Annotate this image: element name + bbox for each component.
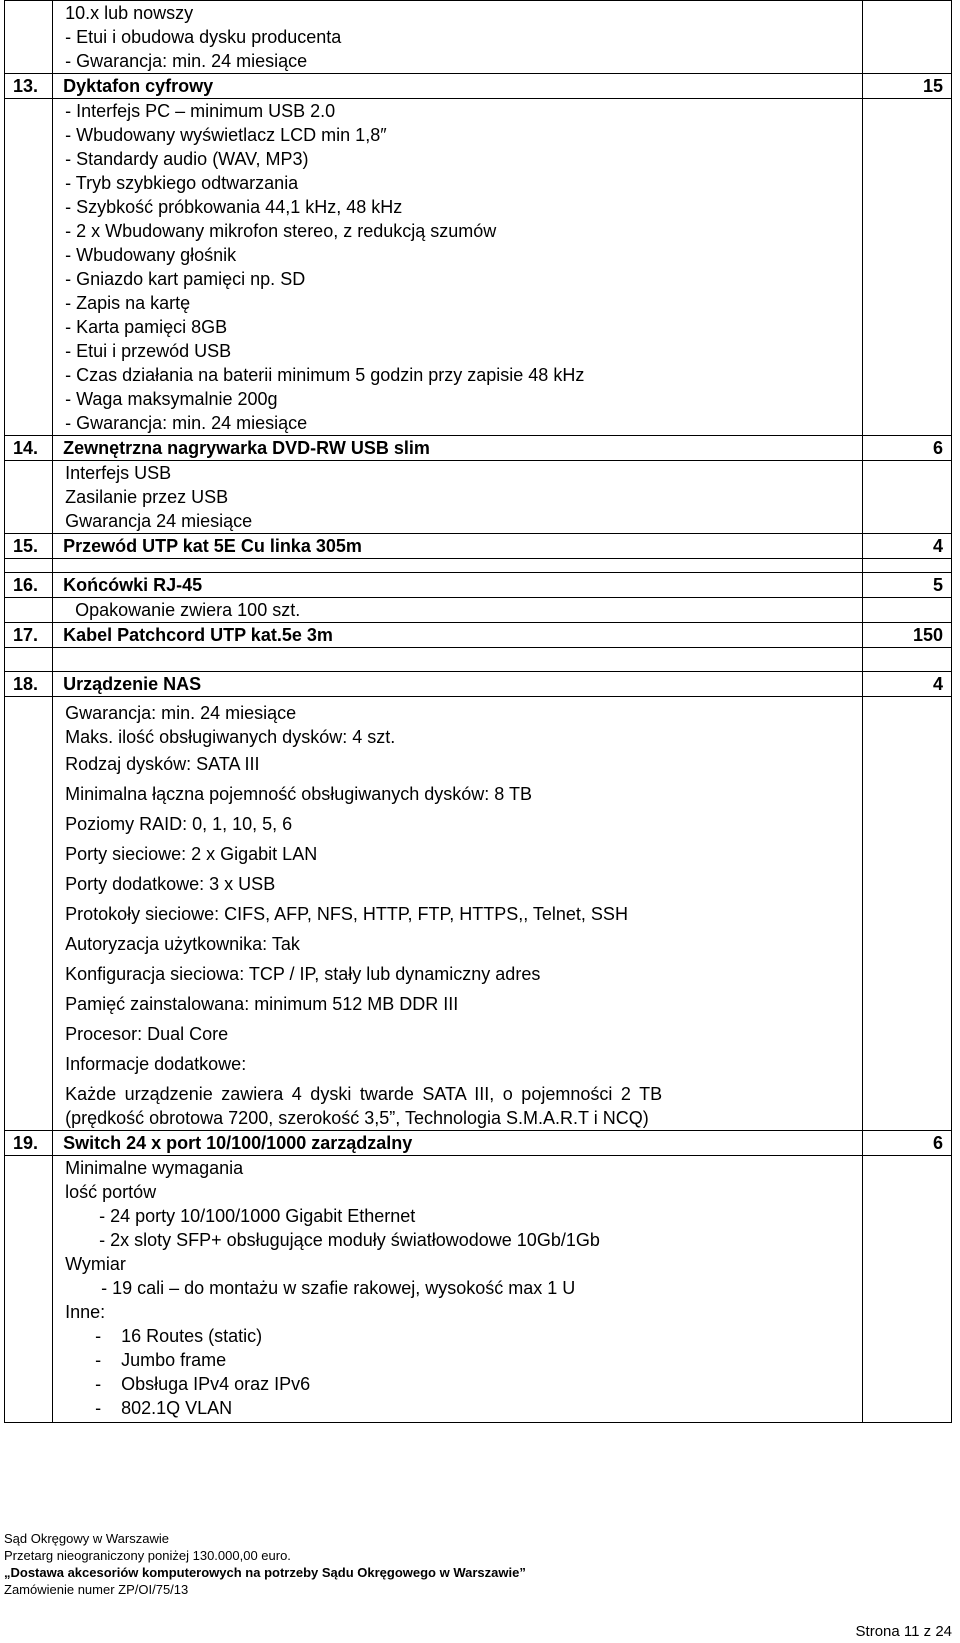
item-title: Zewnętrzna nagrywarka DVD-RW USB slim (53, 436, 863, 461)
item-details-13 (5, 99, 952, 436)
spec-line: Interfejs USB (65, 463, 172, 483)
item-header-18 (5, 672, 952, 697)
num-cell (5, 1156, 53, 1423)
empty-row (5, 648, 952, 672)
item-details-16 (5, 598, 952, 623)
spec-line: - Obsługa IPv4 oraz IPv6 (95, 1374, 311, 1394)
spec-line: - 2 x Wbudowany mikrofon stereo, z redukcją szumów (65, 221, 497, 241)
desc-cell (53, 99, 863, 436)
item-number: 18. (5, 672, 53, 697)
item-number: 15. (5, 534, 53, 559)
num-cell (5, 598, 53, 623)
spec-line: Pamięć zainstalowana: minimum 512 MB DDR III (65, 994, 459, 1014)
desc-cell (53, 461, 863, 534)
item-details-18 (5, 697, 952, 1131)
footer-order-number: Zamówienie numer ZP/OI/75/13 (4, 1582, 189, 1597)
item-quantity: 6 (862, 1131, 951, 1156)
spec-line: Rodzaj dysków: SATA III (65, 754, 260, 774)
item-title: Przewód UTP kat 5E Cu linka 305m (53, 534, 863, 559)
item-number: 13. (5, 74, 53, 99)
spec-line: - Wbudowany głośnik (65, 245, 237, 265)
spec-line: - Etui i obudowa dysku producenta (65, 27, 342, 47)
footer-subject: „Dostawa akcesoriów komputerowych na potrzeby Sądu Okręgowego w Warszawie” (4, 1565, 526, 1580)
spec-line: Gwarancja: min. 24 miesiące (65, 703, 297, 723)
spec-line: lość portów (65, 1182, 157, 1202)
num-cell (5, 697, 53, 1131)
item-quantity: 4 (862, 534, 951, 559)
item-header-13 (5, 74, 952, 99)
spec-line: - Gniazdo kart pamięci np. SD (65, 269, 306, 289)
spec-line: - Wbudowany wyświetlacz LCD min 1,8″ (65, 125, 387, 145)
qty-cell (862, 1156, 951, 1423)
spec-line: Informacje dodatkowe: (65, 1054, 247, 1074)
spec-line: Gwarancja 24 miesiące (65, 511, 253, 531)
item-details-19 (5, 1156, 952, 1423)
spec-line: - Interfejs PC – minimum USB 2.0 (65, 101, 336, 121)
item-title: Switch 24 x port 10/100/1000 zarządzalny (53, 1131, 863, 1156)
item-header-14 (5, 436, 952, 461)
item-quantity: 15 (862, 74, 951, 99)
spec-line: Konfiguracja sieciowa: TCP / IP, stały lub dynamiczny adres (65, 964, 541, 984)
spec-line: Minimalne wymagania (65, 1158, 244, 1178)
spec-line: - 16 Routes (static) (95, 1326, 263, 1346)
spec-line: - Jumbo frame (95, 1350, 227, 1370)
num-cell (5, 461, 53, 534)
spec-line: Inne: (65, 1302, 106, 1322)
item-title: Dyktafon cyfrowy (53, 74, 863, 99)
qty-cell (862, 1, 951, 74)
spec-line: Procesor: Dual Core (65, 1024, 229, 1044)
empty-row (5, 559, 952, 573)
desc-cell (53, 1, 863, 74)
spec-line: - 24 porty 10/100/1000 Gigabit Ethernet (99, 1206, 416, 1226)
spec-line: Wymiar (65, 1254, 126, 1274)
spec-line: - Szybkość próbkowania 44,1 kHz, 48 kHz (65, 197, 403, 217)
empty-cell (5, 648, 53, 672)
spec-line: Porty dodatkowe: 3 x USB (65, 874, 276, 894)
spec-line: - Etui i przewód USB (65, 341, 232, 361)
spec-line: - 2x sloty SFP+ obsługujące moduły światłowodowe 10Gb/1Gb (99, 1230, 600, 1250)
spec-line: Protokoły sieciowe: CIFS, AFP, NFS, HTTP, FTP, HTTPS,, Telnet, SSH (65, 904, 628, 924)
spec-line: - 802.1Q VLAN (95, 1398, 233, 1418)
empty-cell (862, 648, 951, 672)
empty-cell (53, 559, 863, 573)
item-number: 19. (5, 1131, 53, 1156)
spec-line: - Waga maksymalnie 200g (65, 389, 278, 409)
item-number: 16. (5, 573, 53, 598)
desc-cell (53, 697, 863, 1131)
num-cell (5, 1, 53, 74)
item-number: 17. (5, 623, 53, 648)
qty-cell (862, 697, 951, 1131)
spec-line: Minimalna łączna pojemność obsługiwanych dysków: 8 TB (65, 784, 532, 804)
item-title: Urządzenie NAS (53, 672, 863, 697)
spec-line: Poziomy RAID: 0, 1, 10, 5, 6 (65, 814, 293, 834)
spec-line: Opakowanie zwiera 100 szt. (75, 600, 301, 620)
spec-line: - Tryb szybkiego odtwarzania (65, 173, 299, 193)
specification-table (4, 0, 952, 1423)
page-footer (4, 1530, 952, 1598)
qty-cell (862, 99, 951, 436)
spec-line: - Czas działania na baterii minimum 5 godzin przy zapisie 48 kHz (65, 365, 585, 385)
spec-paragraph: Każde urządzenie zawiera 4 dyski twarde SATA III, o pojemności 2 TB (prędkość obrotowa 7200, szerokość 3,5”, Technologia S.M.A.R.T i NCQ) (65, 1084, 663, 1128)
item-details-14 (5, 461, 952, 534)
item-quantity: 6 (862, 436, 951, 461)
empty-cell (53, 648, 863, 672)
item-header-19 (5, 1131, 952, 1156)
item-title: Kabel Patchcord UTP kat.5e 3m (53, 623, 863, 648)
desc-cell (53, 1156, 863, 1423)
spec-line: Zasilanie przez USB (65, 487, 229, 507)
spec-line: - Zapis na kartę (65, 293, 191, 313)
empty-cell (862, 559, 951, 573)
item-quantity: 150 (862, 623, 951, 648)
item-header-16 (5, 573, 952, 598)
spec-line: - Gwarancja: min. 24 miesiące (65, 51, 308, 71)
spec-line: - 19 cali – do montażu w szafie rakowej, wysokość max 1 U (101, 1278, 576, 1298)
item-quantity: 4 (862, 672, 951, 697)
qty-cell (862, 461, 951, 534)
spec-line: Maks. ilość obsługiwanych dysków: 4 szt. (65, 727, 396, 747)
num-cell (5, 99, 53, 436)
spec-line: 10.x lub nowszy (65, 3, 194, 23)
footer-tender: Przetarg nieograniczony poniżej 130.000,00 euro. (4, 1548, 291, 1563)
spec-line: Autoryzacja użytkownika: Tak (65, 934, 300, 954)
spec-line: - Karta pamięci 8GB (65, 317, 228, 337)
spec-line: - Standardy audio (WAV, MP3) (65, 149, 309, 169)
item-header-17 (5, 623, 952, 648)
item-number: 14. (5, 436, 53, 461)
page-number: Strona 11 z 24 (855, 1623, 952, 1640)
continuation-row (5, 1, 952, 74)
desc-cell (53, 598, 863, 623)
spec-line: - Gwarancja: min. 24 miesiące (65, 413, 308, 433)
item-quantity: 5 (862, 573, 951, 598)
qty-cell (862, 598, 951, 623)
item-title: Końcówki RJ-45 (53, 573, 863, 598)
footer-court: Sąd Okręgowy w Warszawie (4, 1531, 169, 1546)
item-header-15 (5, 534, 952, 559)
spec-line: Porty sieciowe: 2 x Gigabit LAN (65, 844, 318, 864)
empty-cell (5, 559, 53, 573)
